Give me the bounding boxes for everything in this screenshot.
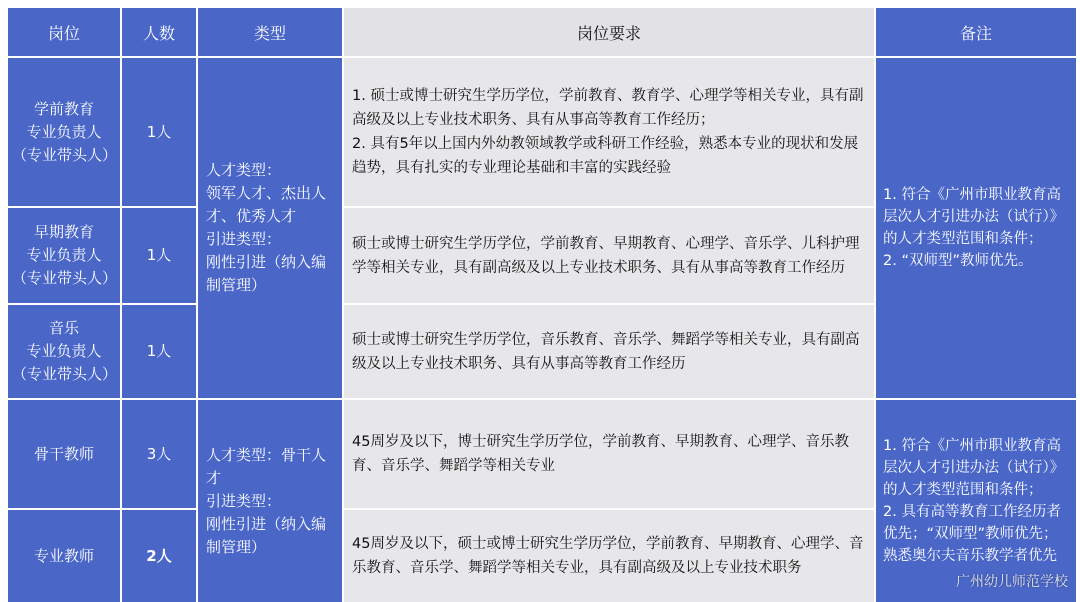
position-cell: 骨干教师 — [8, 400, 120, 508]
requirements-cell: 1. 硕士或博士研究生学历学位，学前教育、教育学、心理学等相关专业，具有副高级及以上专业技术职务、具有从事高等教育工作经历； 2. 具有5年以上国内外幼教领域教学或科研工作经验，熟悉本专业的现状和发展趋势，具有扎实的专业理论基础和丰富的实践经验 — [344, 58, 874, 206]
requirements-cell: 硕士或博士研究生学历学位，学前教育、早期教育、心理学、音乐学、儿科护理学等相关专业，具有副高级及以上专业技术职务、具有从事高等教育工作经历 — [344, 208, 874, 303]
count-cell: 3人 — [122, 400, 196, 508]
header-requirements: 岗位要求 — [344, 8, 874, 56]
remark-group-cell: 1. 符合《广州市职业教育高层次人才引进办法（试行）》的人才类型范围和条件； 2. “双师型”教师优先。 — [876, 58, 1076, 398]
type-group-cell: 人才类型： 领军人才、杰出人才、优秀人才 引进类型： 刚性引进（纳入编制管理） — [198, 58, 342, 398]
header-count: 人数 — [122, 8, 196, 56]
requirements-cell: 45周岁及以下，硕士或博士研究生学历学位，学前教育、早期教育、心理学、音乐教育、音乐学、舞蹈学等相关专业，具有副高级及以上专业技术职务 — [344, 510, 874, 602]
remark-group-cell: 1. 符合《广州市职业教育高层次人才引进办法（试行）》的人才类型范围和条件； 2. 具有高等教育工作经历者优先；“双师型”教师优先；熟悉奥尔夫音乐教学者优先 — [876, 400, 1076, 602]
count-cell: 1人 — [122, 208, 196, 303]
header-remarks: 备注 — [876, 8, 1076, 56]
position-cell: 学前教育 专业负责人 （专业带头人） — [8, 58, 120, 206]
count-cell: 1人 — [122, 58, 196, 206]
requirements-cell: 45周岁及以下，博士研究生学历学位，学前教育、早期教育、心理学、音乐教育、音乐学、舞蹈学等相关专业 — [344, 400, 874, 508]
position-cell: 早期教育 专业负责人 （专业带头人） — [8, 208, 120, 303]
requirements-cell: 硕士或博士研究生学历学位，音乐教育、音乐学、舞蹈学等相关专业，具有副高级及以上专业技术职务、具有从事高等教育工作经历 — [344, 305, 874, 398]
count-cell: 1人 — [122, 305, 196, 398]
position-cell: 音乐 专业负责人 （专业带头人） — [8, 305, 120, 398]
count-cell: 2人 — [122, 510, 196, 602]
header-type: 类型 — [198, 8, 342, 56]
recruitment-table — [8, 8, 1074, 592]
position-cell: 专业教师 — [8, 510, 120, 602]
watermark: 广州幼儿师范学校 — [956, 571, 1068, 591]
header-position: 岗位 — [8, 8, 120, 56]
type-group-cell: 人才类型：骨干人才 引进类型： 刚性引进（纳入编制管理） — [198, 400, 342, 602]
